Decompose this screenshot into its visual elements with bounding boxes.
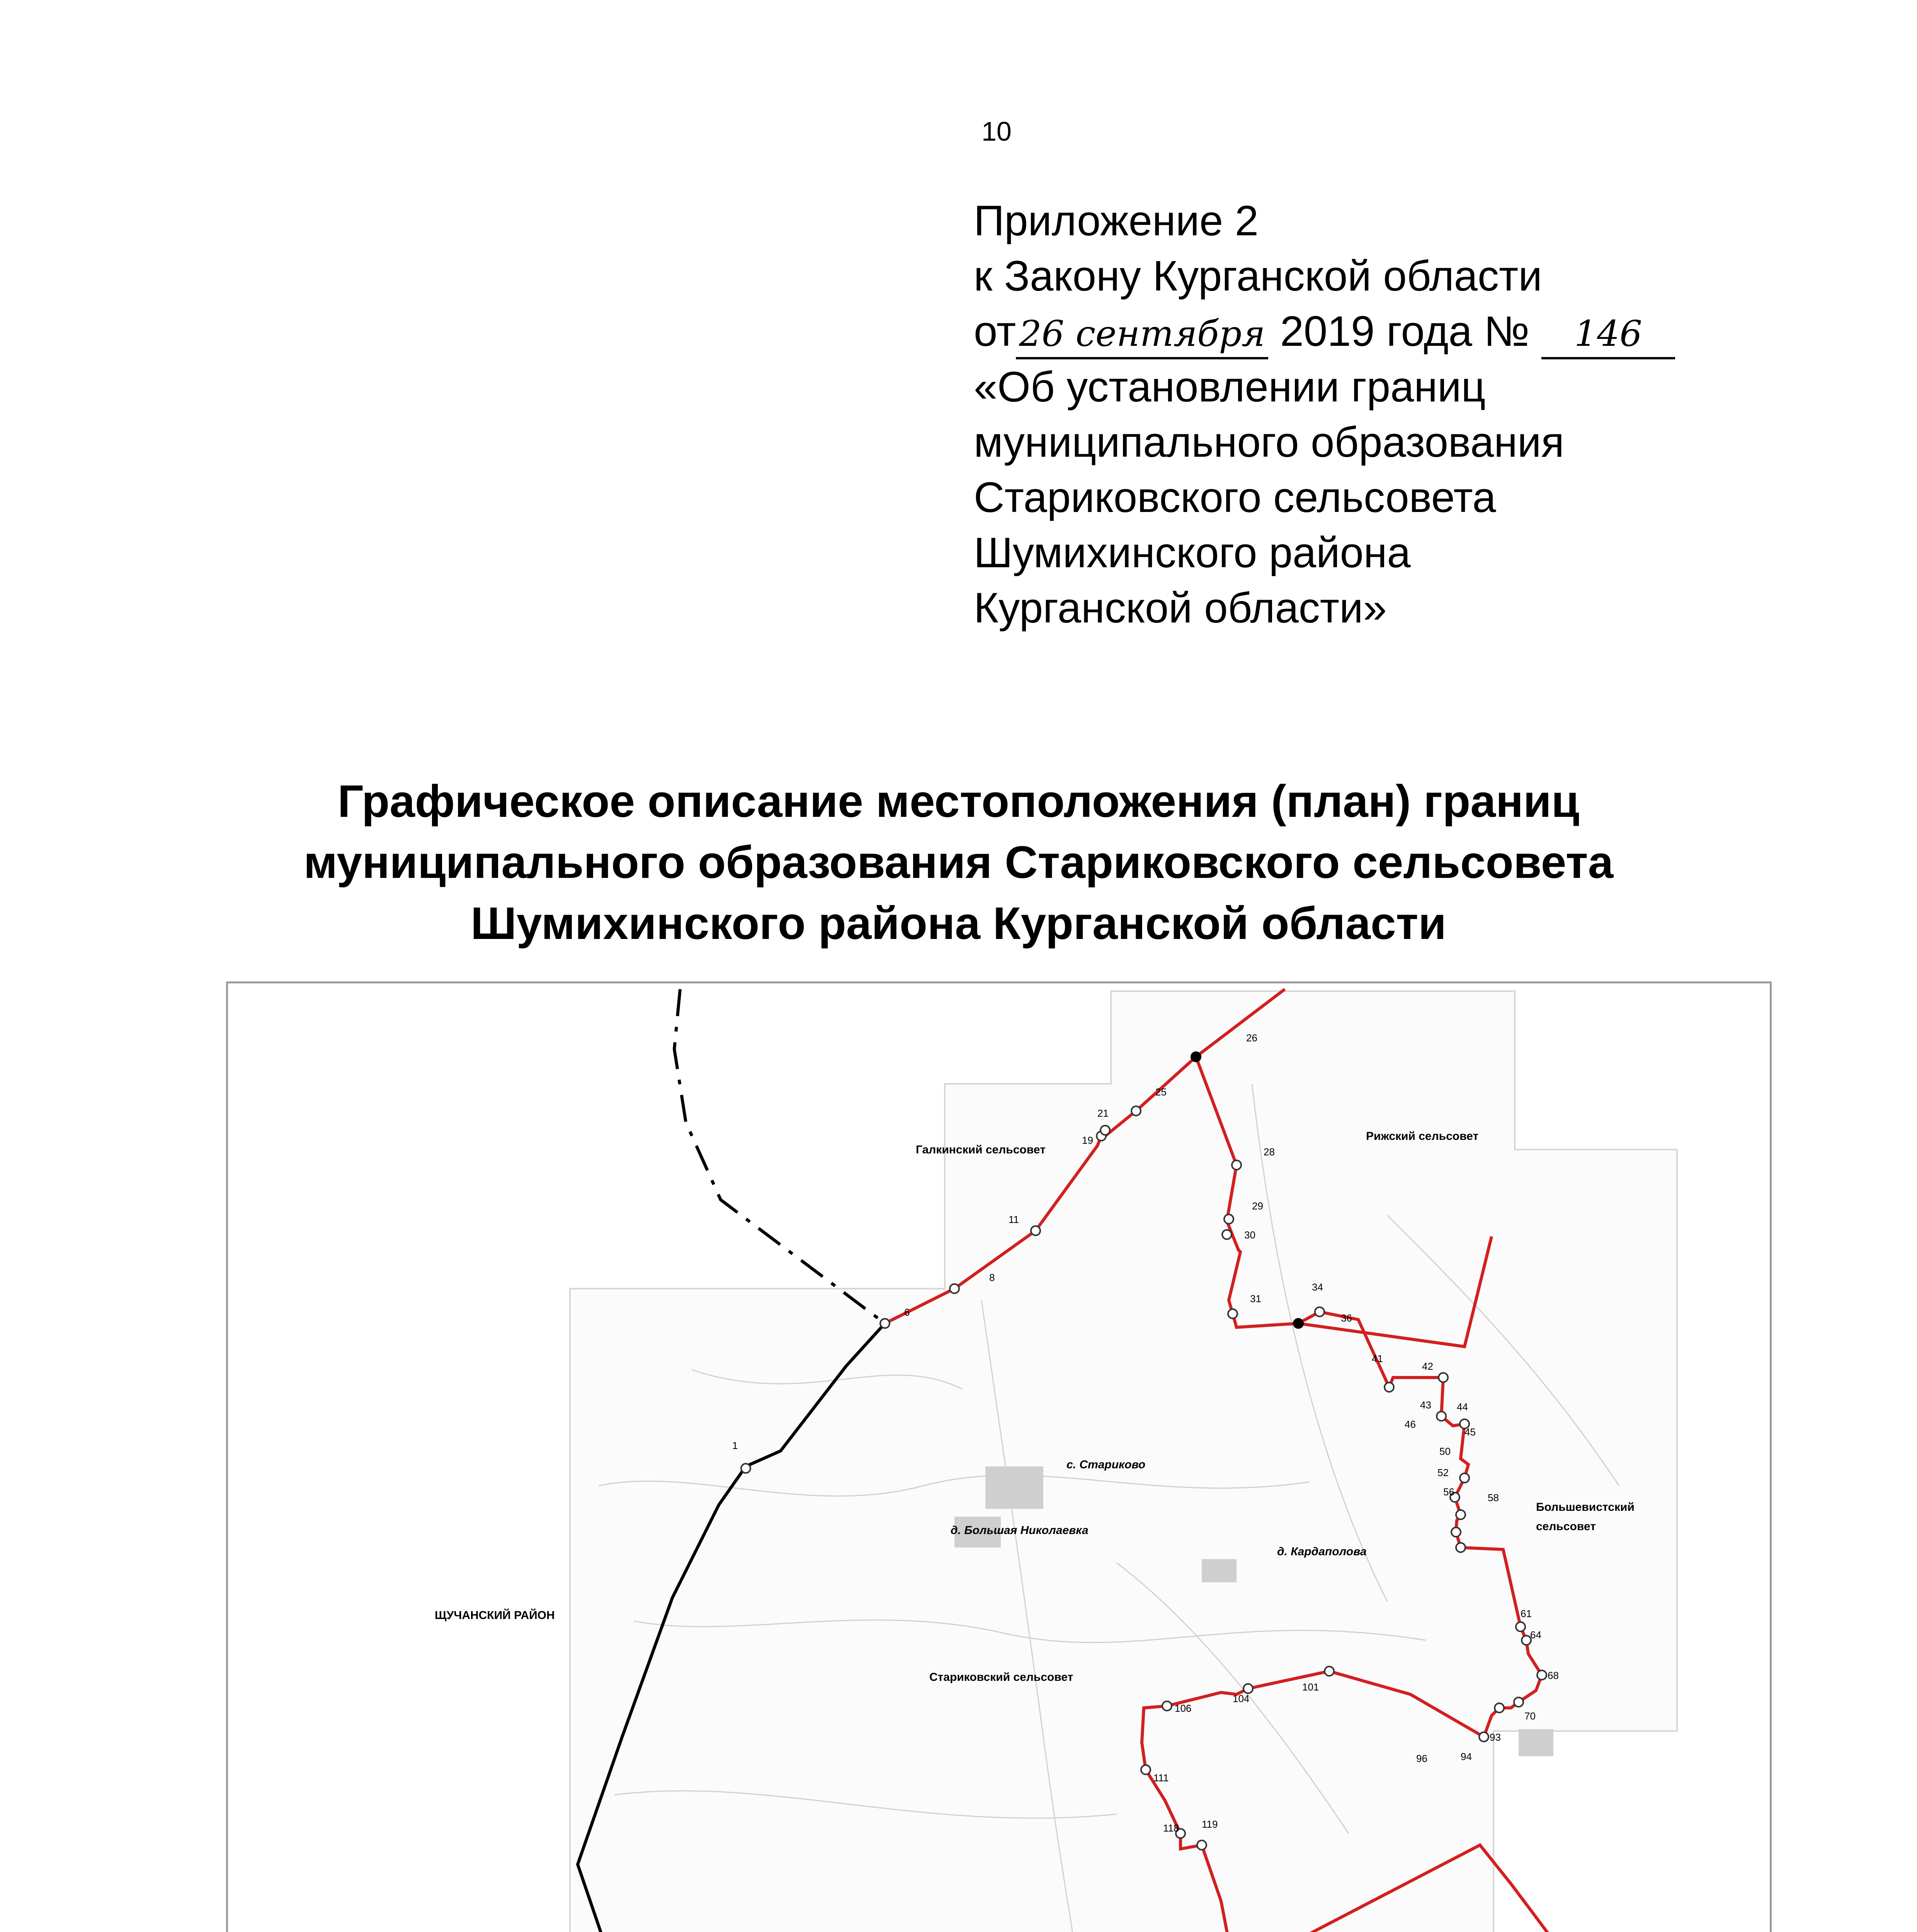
- point-label-93: 93: [1490, 1731, 1501, 1743]
- appendix-from-prefix: от: [974, 308, 1016, 355]
- label-bolshevistsky-2: сельсовет: [1536, 1520, 1596, 1533]
- label-starikovsky: Стариковский сельсовет: [929, 1671, 1073, 1684]
- point-label-6: 6: [904, 1306, 910, 1318]
- point-label-45: 45: [1465, 1426, 1476, 1438]
- point-label-43: 43: [1420, 1399, 1431, 1411]
- point-label-25: 25: [1155, 1086, 1167, 1098]
- title-line-2: муниципального образования Стариковского сельсовета: [303, 837, 1614, 888]
- point-label-30: 30: [1244, 1229, 1255, 1241]
- title-line-3: Шумихинского района Курганской области: [471, 898, 1446, 949]
- point-label-58: 58: [1488, 1492, 1499, 1503]
- point-label-52: 52: [1437, 1467, 1449, 1478]
- point-label-29: 29: [1252, 1200, 1263, 1212]
- point-label-26: 26: [1246, 1032, 1257, 1044]
- label-shchuchansky: ЩУЧАНСКИЙ РАЙОН: [435, 1609, 555, 1622]
- label-bolshevistsky-1: Большевистский: [1536, 1501, 1635, 1514]
- point-label-21: 21: [1097, 1107, 1109, 1119]
- point-label-61: 61: [1521, 1608, 1532, 1619]
- settlement-bolshaya-nikolaevka: д. Большая Николаевка: [951, 1524, 1089, 1537]
- point-label-31: 31: [1250, 1293, 1261, 1304]
- point-label-111: 111: [1153, 1772, 1169, 1784]
- appendix-line-8: Курганской области»: [974, 584, 1387, 632]
- document-title: [0, 771, 1917, 954]
- point-label-34: 34: [1312, 1281, 1323, 1293]
- settlement-kardapolova: д. Кардаполова: [1277, 1545, 1367, 1558]
- point-label-70: 70: [1524, 1710, 1536, 1722]
- point-label-50: 50: [1439, 1446, 1451, 1457]
- label-rizhsky: Рижский сельсовет: [1366, 1130, 1479, 1143]
- point-label-19: 19: [1082, 1134, 1093, 1146]
- appendix-header: [974, 193, 1675, 636]
- appendix-line-6: Стариковского сельсовета: [974, 473, 1496, 521]
- point-label-36: 36: [1341, 1312, 1352, 1324]
- point-label-118: 118: [1163, 1822, 1179, 1834]
- point-label-104: 104: [1233, 1693, 1250, 1704]
- label-galkinsky: Галкинский сельсовет: [916, 1143, 1046, 1156]
- point-label-101: 101: [1302, 1681, 1319, 1693]
- point-label-64: 64: [1530, 1629, 1541, 1641]
- handwritten-law-number: 146: [1541, 311, 1675, 359]
- point-label-56: 56: [1443, 1486, 1454, 1498]
- appendix-date-line: [974, 304, 1675, 359]
- point-label-96: 96: [1416, 1753, 1427, 1764]
- appendix-line-4: «Об установлении границ: [974, 363, 1486, 411]
- title-line-1: Графическое описание местоположения (план) границ: [337, 776, 1580, 827]
- point-label-28: 28: [1264, 1146, 1275, 1158]
- point-label-46: 46: [1405, 1418, 1416, 1430]
- point-label-42: 42: [1422, 1361, 1433, 1372]
- boundary-map-svg: [228, 983, 1770, 1932]
- point-label-11: 11: [1009, 1214, 1019, 1225]
- point-label-8: 8: [989, 1272, 995, 1283]
- point-label-44: 44: [1457, 1401, 1468, 1413]
- point-label-106: 106: [1175, 1702, 1192, 1714]
- page-number: 10: [981, 116, 1012, 146]
- appendix-year-text: 2019 года №: [1280, 308, 1530, 355]
- district-boundary-northwest: [674, 989, 885, 1323]
- appendix-line-5: муниципального образования: [974, 418, 1564, 466]
- appendix-line-7: Шумихинского района: [974, 529, 1411, 577]
- appendix-line-1: Приложение 2: [974, 197, 1259, 245]
- settlement-starikovo: с. Стариково: [1067, 1458, 1146, 1471]
- boundary-map: [226, 981, 1772, 1932]
- point-label-41: 41: [1372, 1353, 1383, 1364]
- handwritten-date: 26 сентября: [1016, 311, 1268, 359]
- point-label-94: 94: [1461, 1751, 1472, 1762]
- point-label-68: 68: [1548, 1670, 1559, 1681]
- appendix-line-2: к Закону Курганской области: [974, 252, 1542, 300]
- point-label-1: 1: [732, 1440, 738, 1451]
- point-label-119: 119: [1202, 1818, 1218, 1830]
